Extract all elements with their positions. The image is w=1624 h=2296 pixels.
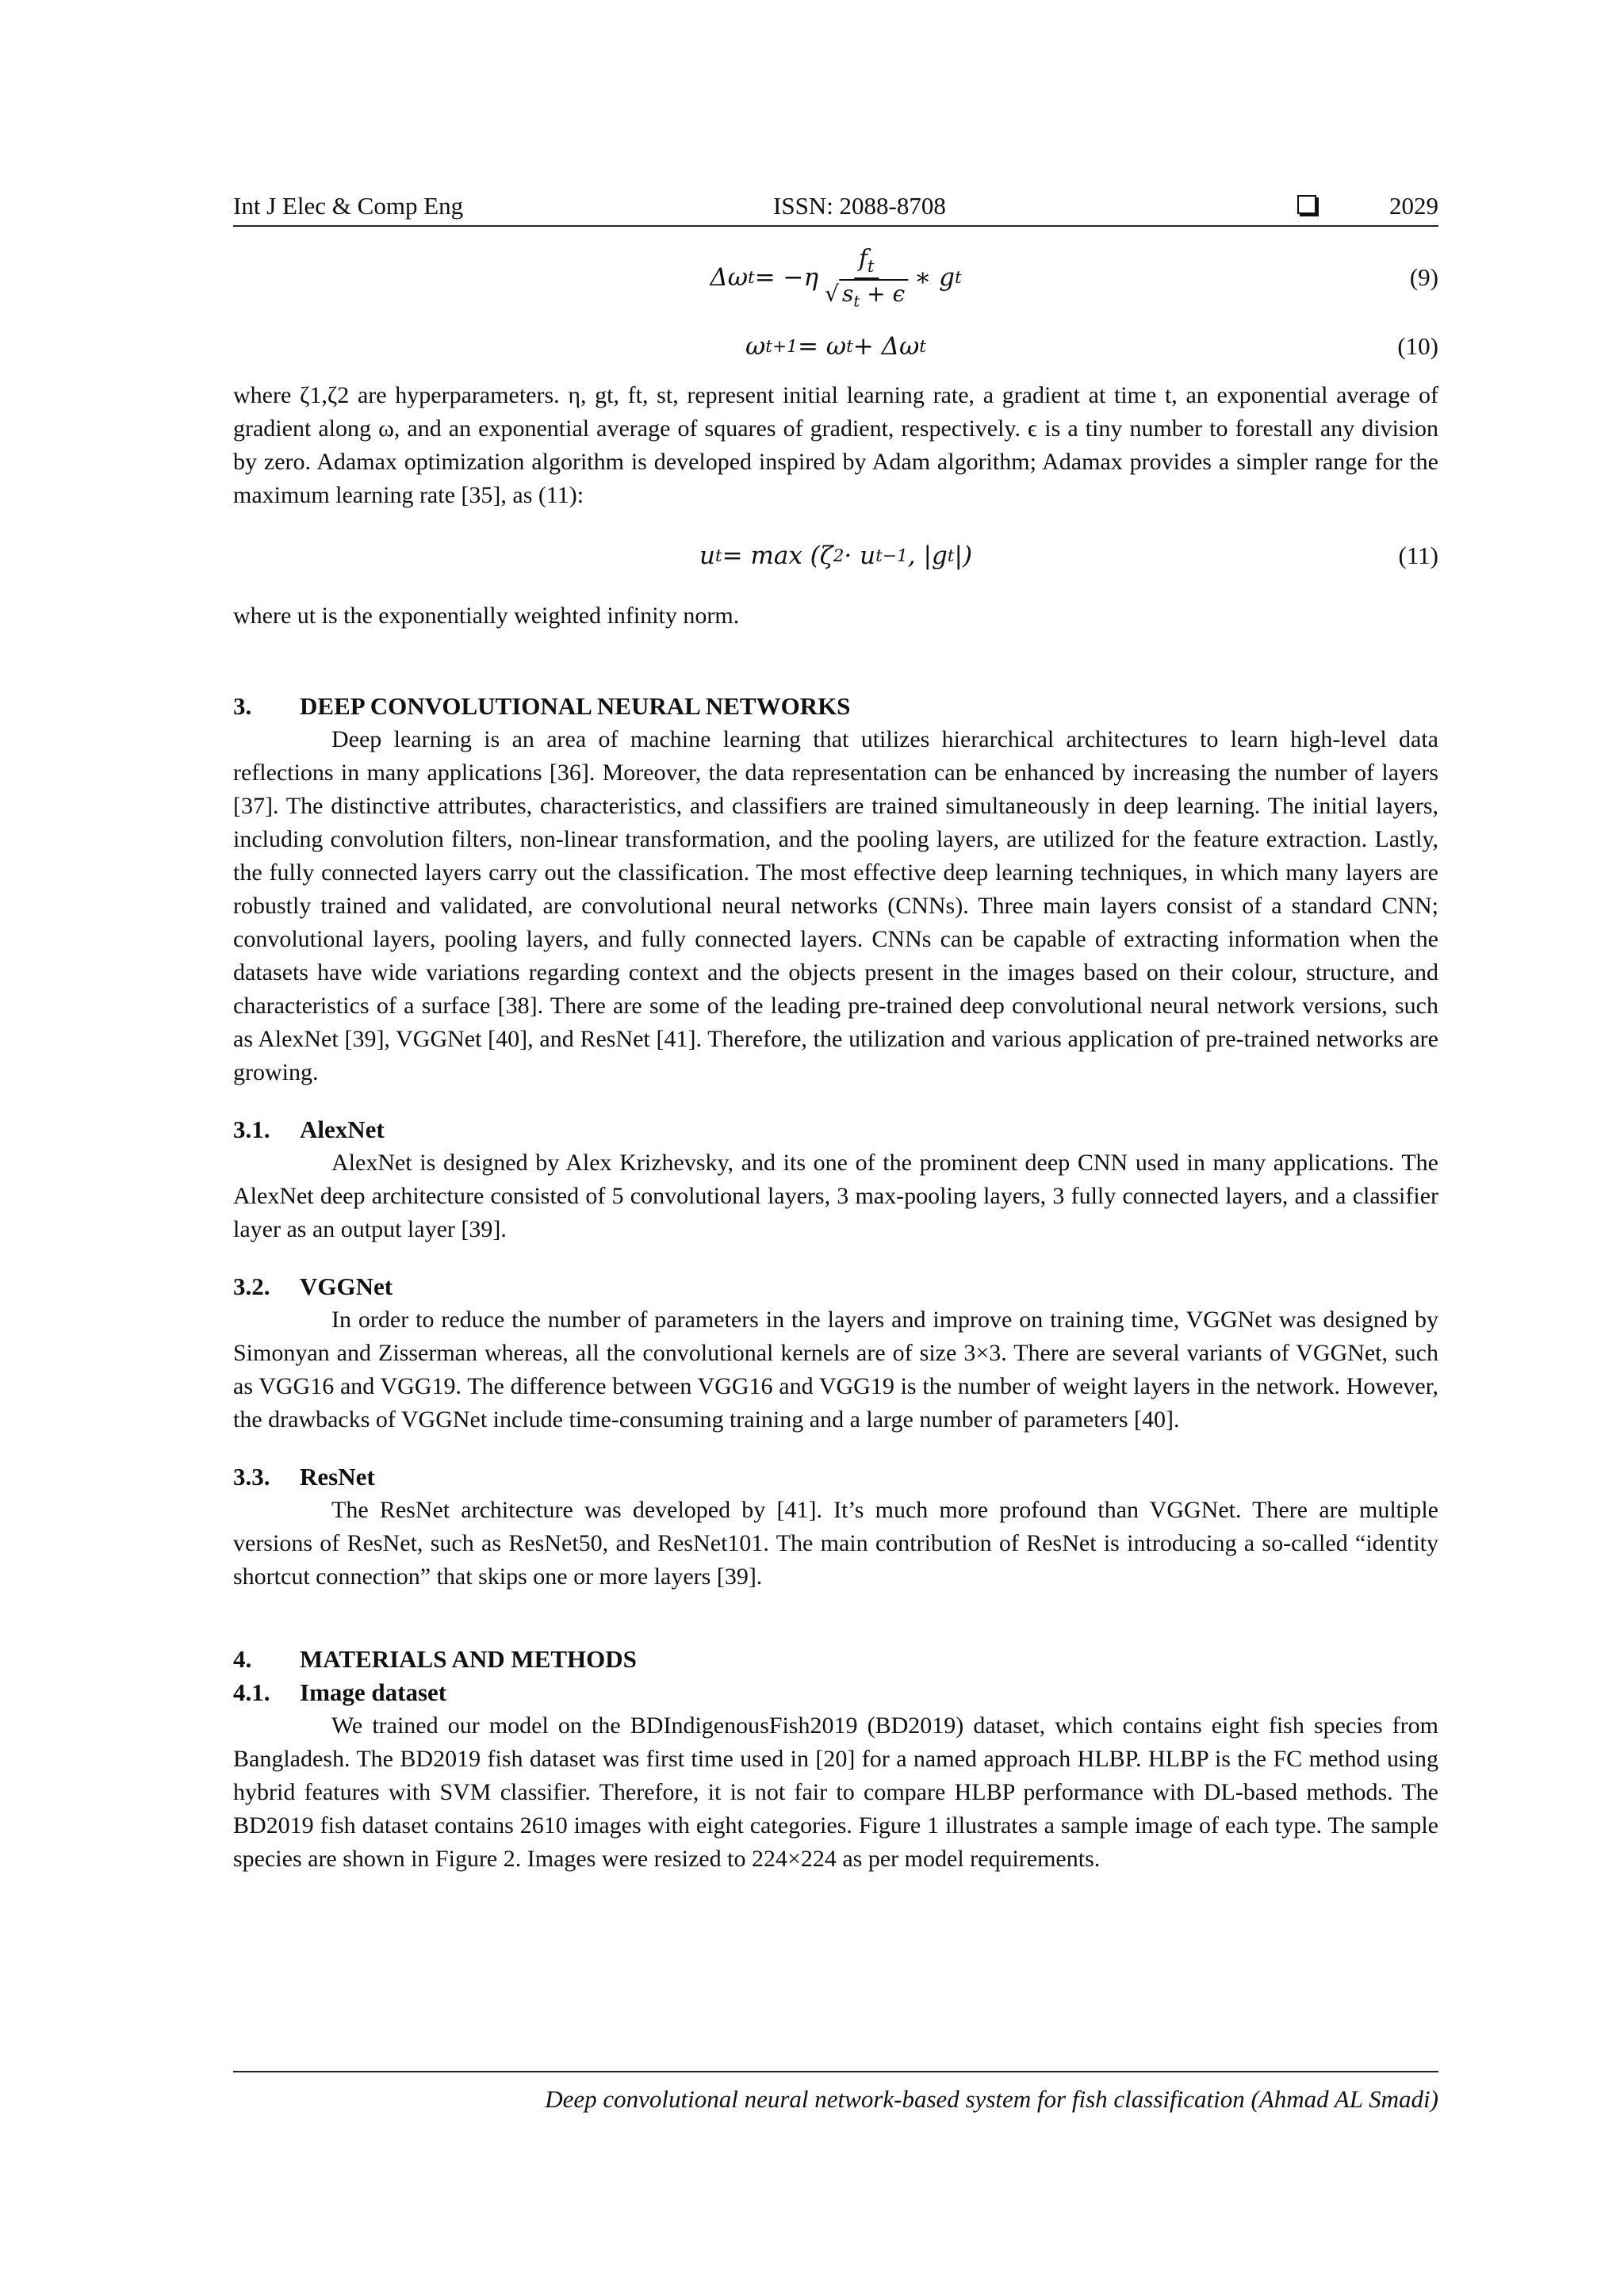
- section-heading-3-1: 3.1. AlexNet: [233, 1115, 385, 1143]
- section-heading-4-1: 4.1. Image dataset: [233, 1678, 447, 1706]
- equation-number: (9): [1409, 263, 1438, 291]
- paragraph-where-ut: where ut is the exponentially weighted infinity norm.: [233, 603, 740, 629]
- section-4-1-body: We trained our model on the BDIndigenousFish2019 (BD2019) dataset, which contains eight fish species from Bangladesh. The BD2019 fish dataset was first time used in [20] for a named approach HLBP. HLBP is the FC method using hybrid features with SVM classifier. Therefore, it is not fair to compare HLBP performance with DL-based methods. The BD2019 fish dataset contains 2610 images with eight categories. Figure 1 illustrates a sample image of each type. The sample species are shown in Figure 2. Images were resized to 224×224 as per model requirements.: [233, 1712, 1438, 1872]
- page-number: 2029: [1389, 192, 1438, 220]
- running-header: [233, 190, 1438, 227]
- section-3-body: Deep learning is an area of machine learning that utilizes hierarchical architectures to learn high-level data reflections in many applications [36]. Moreover, the data representation can be enhanced by increasing the number of layers [37]. The distinctive attributes, characteristics, and classifiers are trained simultaneously in deep learning. The initial layers, including convolution filters, non-linear transformation, and the pooling layers, are utilized for the feature extraction. Lastly, the fully connected layers carry out the classification. The most effective deep learning techniques, in which many layers are robustly trained and validated, are convolutional neural networks (CNNs). Three main layers consist of a standard CNN; convolutional layers, pooling layers, and fully connected layers. CNNs can be capable of extracting information when the datasets have wide variations regarding context and the objects present in the images based on their colour, structure, and characteristics of a surface [38]. There are some of the leading pre-trained deep convolutional neural network versions, such as AlexNet [39], VGGNet [40], and ResNet [41]. Therefore, the utilization and various application of pre-trained networks are growing.: [233, 726, 1438, 1085]
- footer-citation: Deep convolutional neural network-based system for fish classification (Ahmad AL Smadi): [545, 2085, 1438, 2113]
- issn: ISSN: 2088-8708: [773, 192, 946, 220]
- section-heading-4: 4. MATERIALS AND METHODS: [233, 1645, 637, 1673]
- section-heading-3: 3. DEEP CONVOLUTIONAL NEURAL NETWORKS: [233, 692, 851, 720]
- paragraph-where-hyperparameters: where ζ1,ζ2 are hyperparameters. η, gt, ft, st, represent initial learning rate, a gradient at time t, an exponential average of gradient along ω, and an exponential average of squares of gradient, respectively. ϵ is a tiny number to forestall any division by zero. Adamax optimization algorithm is developed inspired by Adam algorithm; Adamax provides a simpler range for the maximum learning rate [35], as (11):: [233, 382, 1438, 508]
- section-3-1-body: AlexNet is designed by Alex Krizhevsky, and its one of the prominent deep CNN used in many applications. The AlexNet deep architecture consisted of 5 convolutional layers, 3 max-pooling layers, 3 fully connected layers, and a classifier layer as an output layer [39].: [233, 1150, 1438, 1242]
- box-icon: [1297, 195, 1316, 214]
- section-3-2-body: In order to reduce the number of parameters in the layers and improve on training time, VGGNet was designed by Simonyan and Zisserman whereas, all the convolutional kernels are of size 3×3. There are several variants of VGGNet, such as VGG16 and VGG19. The difference between VGG16 and VGG19 is the number of weight layers in the network. However, the drawbacks of VGGNet include time-consuming training and a large number of parameters [40].: [233, 1307, 1438, 1433]
- equation-11: u t = max (ζ 2 · u t−1 , |g t |) (11): [699, 541, 1438, 570]
- section-heading-3-3: 3.3. ResNet: [233, 1463, 375, 1490]
- running-footer: [233, 2071, 1438, 2115]
- equation-10: ω t+1 = ω t + Δω t (10): [745, 332, 1438, 361]
- fraction: $\frac{f_t}{√ s_t + \epsilon}$: [825, 245, 908, 311]
- journal-name: Int J Elec & Comp Eng: [233, 192, 464, 220]
- equation-number: (11): [1398, 541, 1438, 569]
- page-body: [233, 190, 1438, 1876]
- section-3-3-body: The ResNet architecture was developed by [41]. It’s much more profound than VGGNet. There are multiple versions of ResNet, such as ResNet50, and ResNet101. The main contribution of ResNet is introducing a so-called “identity shortcut connection” that skips one or more layers [39].: [233, 1497, 1438, 1590]
- equation-9: Δω t = −η $\frac{f_t}{√ s_t + \epsilon}$ ∗ g t (9): [710, 244, 1438, 311]
- equation-number: (10): [1397, 332, 1438, 360]
- section-heading-3-2: 3.2. VGGNet: [233, 1272, 393, 1300]
